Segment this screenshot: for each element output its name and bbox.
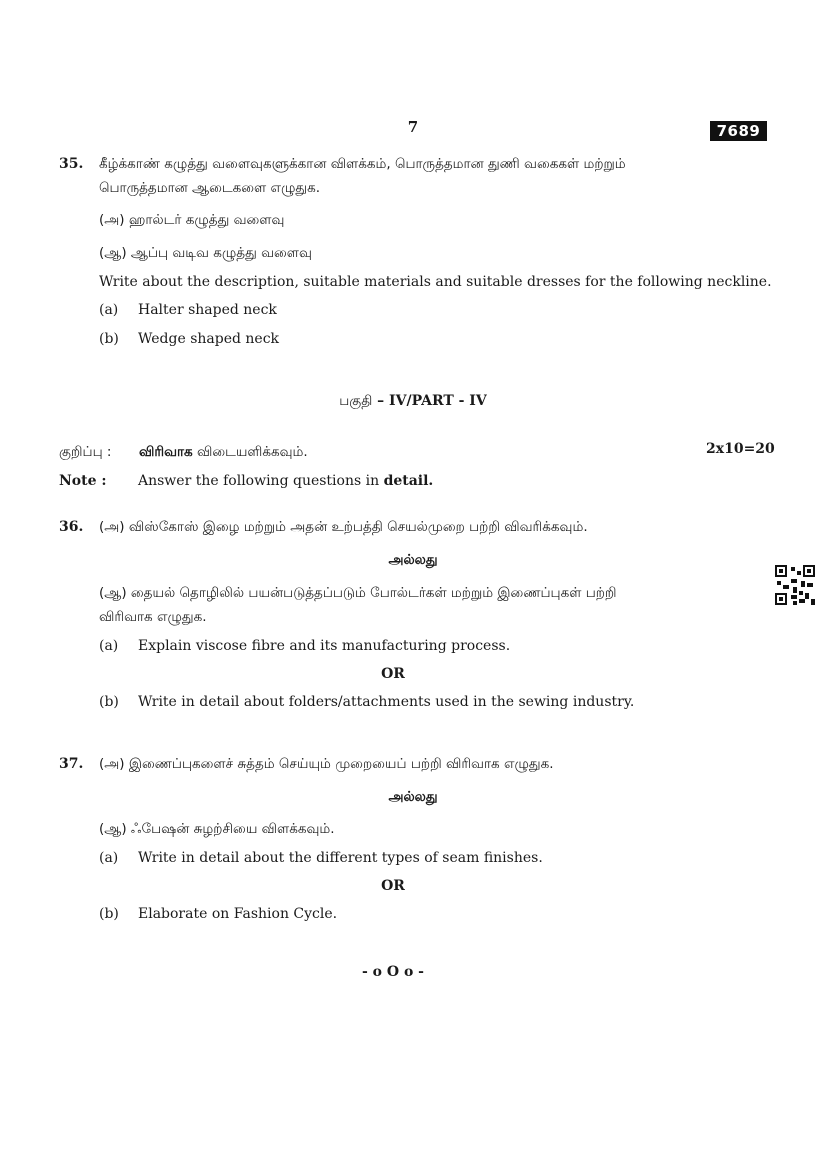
note-tamil-rest: விடையளிக்கவும். — [192, 444, 308, 460]
q35-tamil-line1: கீழ்க்காண் கழுத்து வளைவுகளுக்கான விளக்கம், பொருத்தமான துணி வகைகள் மற்றும் — [99, 156, 626, 172]
note-tamil-label: குறிப்பு : — [59, 444, 112, 460]
q35-b-label: (b) — [99, 331, 119, 347]
q35-a-text: Halter shaped neck — [138, 302, 277, 318]
q35-tamil-line2: பொருத்தமான ஆடைகளை எழுதுக. — [99, 180, 321, 196]
question-number-36: 36. — [59, 519, 84, 535]
q36-tamil-b-line1: (ஆ) தையல் தொழிலில் பயன்படுத்தப்படும் போல்டர்கள் மற்றும் இணைப்புகள் பற்றி — [99, 585, 617, 601]
question-number-35: 35. — [59, 156, 84, 172]
q36-b-label: (b) — [99, 694, 119, 710]
q37-b-text: Elaborate on Fashion Cycle. — [138, 906, 338, 922]
part-heading-english: – IV/PART - IV — [372, 393, 487, 409]
q37-tamil-or: அல்லது — [388, 789, 438, 805]
q37-a-text: Write in detail about the different types of seam finishes. — [138, 850, 543, 866]
q37-b-label: (b) — [99, 906, 119, 922]
question-number-37: 37. — [59, 756, 84, 772]
q35-english-question: Write about the description, suitable materials and suitable dresses for the following neckline. — [99, 274, 772, 290]
paper-code-badge: 7689 — [710, 121, 767, 141]
part-heading — [0, 390, 826, 411]
note-tamil — [59, 441, 308, 462]
q37-tamil-option-b: (ஆ) ஃபேஷன் சுழற்சியை விளக்கவும். — [99, 821, 335, 837]
q37-a-label: (a) — [99, 850, 119, 866]
note-english — [59, 470, 433, 489]
q36-english-or: OR — [381, 666, 405, 682]
q37-english-or: OR — [381, 878, 405, 894]
q36-b-text: Write in detail about folders/attachments used in the sewing industry. — [138, 694, 635, 710]
q35-a-label: (a) — [99, 302, 119, 318]
note-english-text: Answer the following questions in — [138, 473, 384, 489]
q36-tamil-b-line2: விரிவாக எழுதுக. — [99, 609, 207, 625]
q35-b-text: Wedge shaped neck — [138, 331, 280, 347]
note-tamil-bold: விரிவாக — [139, 444, 193, 460]
end-of-paper-mark: - o O o - — [362, 964, 424, 980]
q36-tamil-or: அல்லது — [388, 552, 438, 568]
q37-tamil-option-a: (அ) இணைப்புகளைச் சுத்தம் செய்யும் முறையைப் பற்றி விரிவாக எழுதுக. — [99, 756, 554, 772]
marks-allocation: 2x10=20 — [706, 441, 775, 457]
q35-tamil-option-a: (அ) ஹால்டர் கழுத்து வளைவு — [99, 212, 285, 228]
part-heading-tamil: பகுதி — [339, 393, 373, 409]
qr-code-icon — [775, 565, 815, 605]
note-english-label: Note : — [59, 473, 107, 489]
note-english-bold: detail. — [383, 473, 434, 489]
q36-tamil-option-a: (அ) விஸ்கோஸ் இழை மற்றும் அதன் உற்பத்தி செயல்முறை பற்றி விவரிக்கவும். — [99, 519, 588, 535]
page-number: 7 — [407, 118, 419, 136]
q36-a-label: (a) — [99, 638, 119, 654]
q35-tamil-option-b: (ஆ) ஆப்பு வடிவ கழுத்து வளைவு — [99, 245, 312, 261]
q36-a-text: Explain viscose fibre and its manufacturing process. — [138, 638, 511, 654]
